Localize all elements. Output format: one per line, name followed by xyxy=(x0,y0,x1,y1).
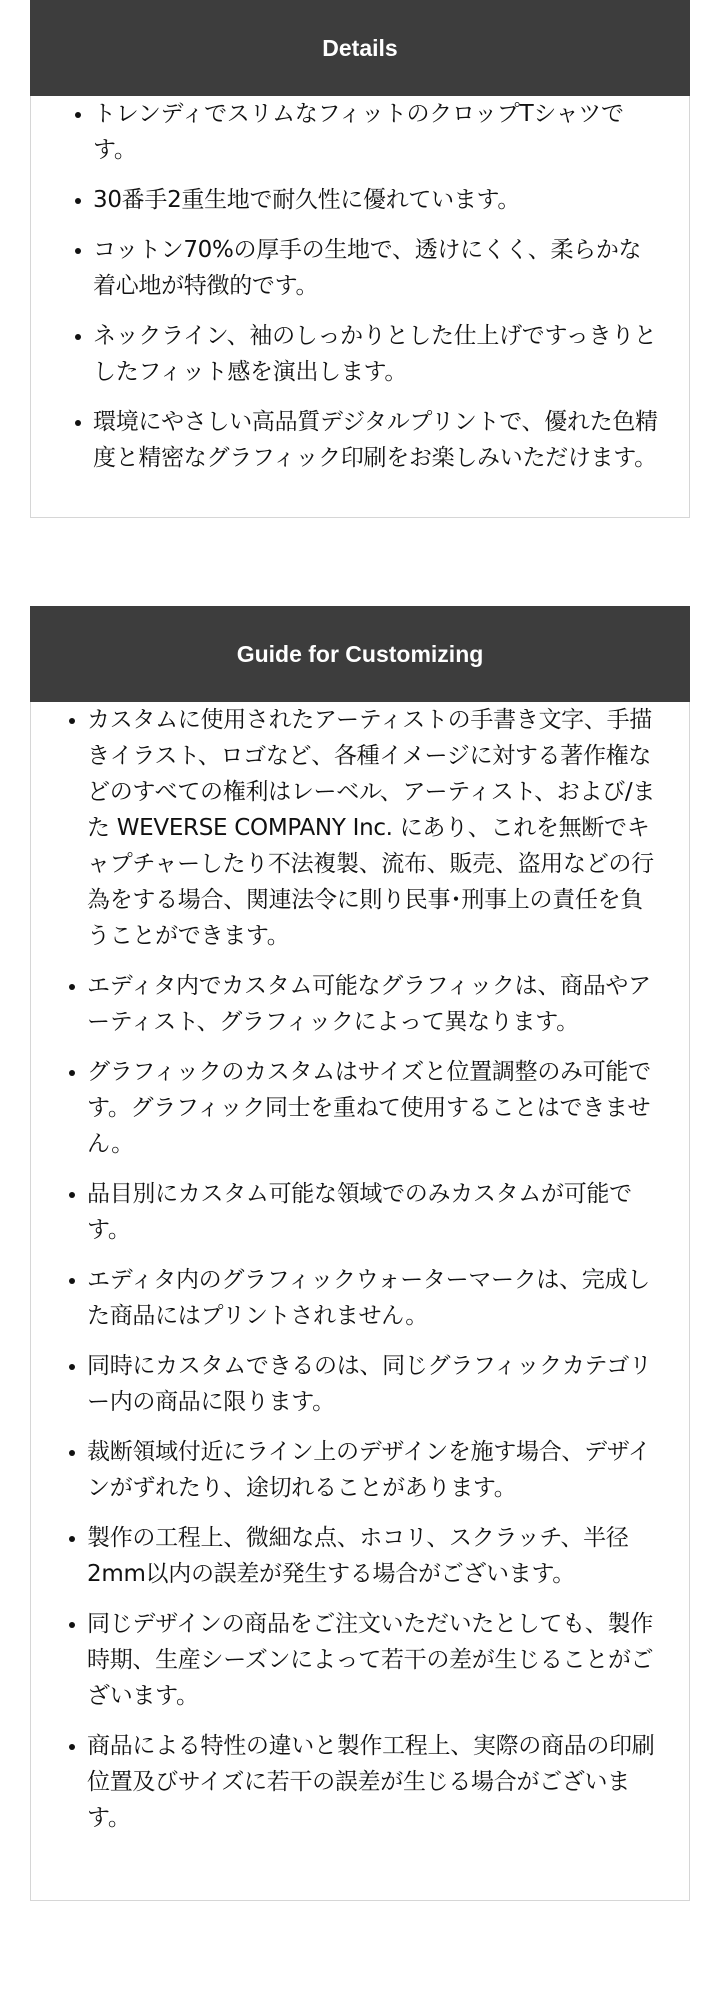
bullet-dot-icon xyxy=(69,1450,75,1456)
details-section xyxy=(30,0,690,518)
bullet-dot-icon xyxy=(75,334,81,340)
list-item: グラフィックのカスタムはサイズと位置調整のみ可能です。グラフィック同士を重ねて使用することはできません。 xyxy=(87,1054,661,1162)
list-item: 同じデザインの商品をご注文いただいたとしても、製作時期、生産シーズンによって若干の差が生じることがございます。 xyxy=(87,1606,661,1714)
list-item: 環境にやさしい高品質デジタルプリントで、優れた色精度と精密なグラフィック印刷をお楽しみいただけます。 xyxy=(93,404,661,476)
list-item: ネックライン、袖のしっかりとした仕上げですっきりとしたフィット感を演出します。 xyxy=(93,318,661,390)
bullet-dot-icon xyxy=(69,718,75,724)
list-item: 同時にカスタムできるのは、同じグラフィックカテゴリー内の商品に限ります。 xyxy=(87,1348,661,1420)
list-item: 製作の工程上、微細な点、ホコリ、スクラッチ、半径2mm以内の誤差が発生する場合がございます。 xyxy=(87,1520,661,1592)
guide-body xyxy=(31,702,689,1836)
bullet-dot-icon xyxy=(69,1192,75,1198)
list-item: トレンディでスリムなフィットのクロップTシャツです。 xyxy=(93,96,661,168)
details-header xyxy=(30,0,690,96)
guide-section xyxy=(30,606,690,1901)
list-item: 商品による特性の違いと製作工程上、実際の商品の印刷位置及びサイズに若干の誤差が生じる場合がございます。 xyxy=(87,1728,661,1836)
details-body xyxy=(31,96,689,476)
details-list xyxy=(31,96,689,476)
bullet-dot-icon xyxy=(69,1744,75,1750)
bullet-dot-icon xyxy=(75,248,81,254)
list-item: カスタムに使用されたアーティストの手書き文字、手描きイラスト、ロゴなど、各種イメージに対する著作権などのすべての権利はレーベル、アーティスト、および/また WEVERSE COMPANY Inc. にあり、これを無断でキャプチャーしたり不法複製、流布、販売、盗用などの行為をする場合、関連法令に則り民事･刑事上の責任を負うことができます。 xyxy=(87,702,661,954)
list-item: 裁断領域付近にライン上のデザインを施す場合、デザインがずれたり、途切れることがあります。 xyxy=(87,1434,661,1506)
guide-list xyxy=(31,702,689,1836)
list-item: 30番手2重生地で耐久性に優れています。 xyxy=(93,182,661,218)
list-item: 品目別にカスタム可能な領域でのみカスタムが可能です。 xyxy=(87,1176,661,1248)
bullet-dot-icon xyxy=(75,112,81,118)
bullet-dot-icon xyxy=(69,1622,75,1628)
guide-header xyxy=(30,606,690,702)
bullet-dot-icon xyxy=(69,1536,75,1542)
bullet-dot-icon xyxy=(75,198,81,204)
list-item: エディタ内でカスタム可能なグラフィックは、商品やアーティスト、グラフィックによって異なります。 xyxy=(87,968,661,1040)
bullet-dot-icon xyxy=(69,984,75,990)
bullet-dot-icon xyxy=(69,1070,75,1076)
bullet-dot-icon xyxy=(69,1278,75,1284)
list-item: コットン70%の厚手の生地で、透けにくく、柔らかな着心地が特徴的です。 xyxy=(93,232,661,304)
guide-title: Guide for Customizing xyxy=(236,640,484,667)
list-item: エディタ内のグラフィックウォーターマークは、完成した商品にはプリントされません。 xyxy=(87,1262,661,1334)
bullet-dot-icon xyxy=(69,1364,75,1370)
details-title: Details xyxy=(322,34,398,61)
bullet-dot-icon xyxy=(75,420,81,426)
